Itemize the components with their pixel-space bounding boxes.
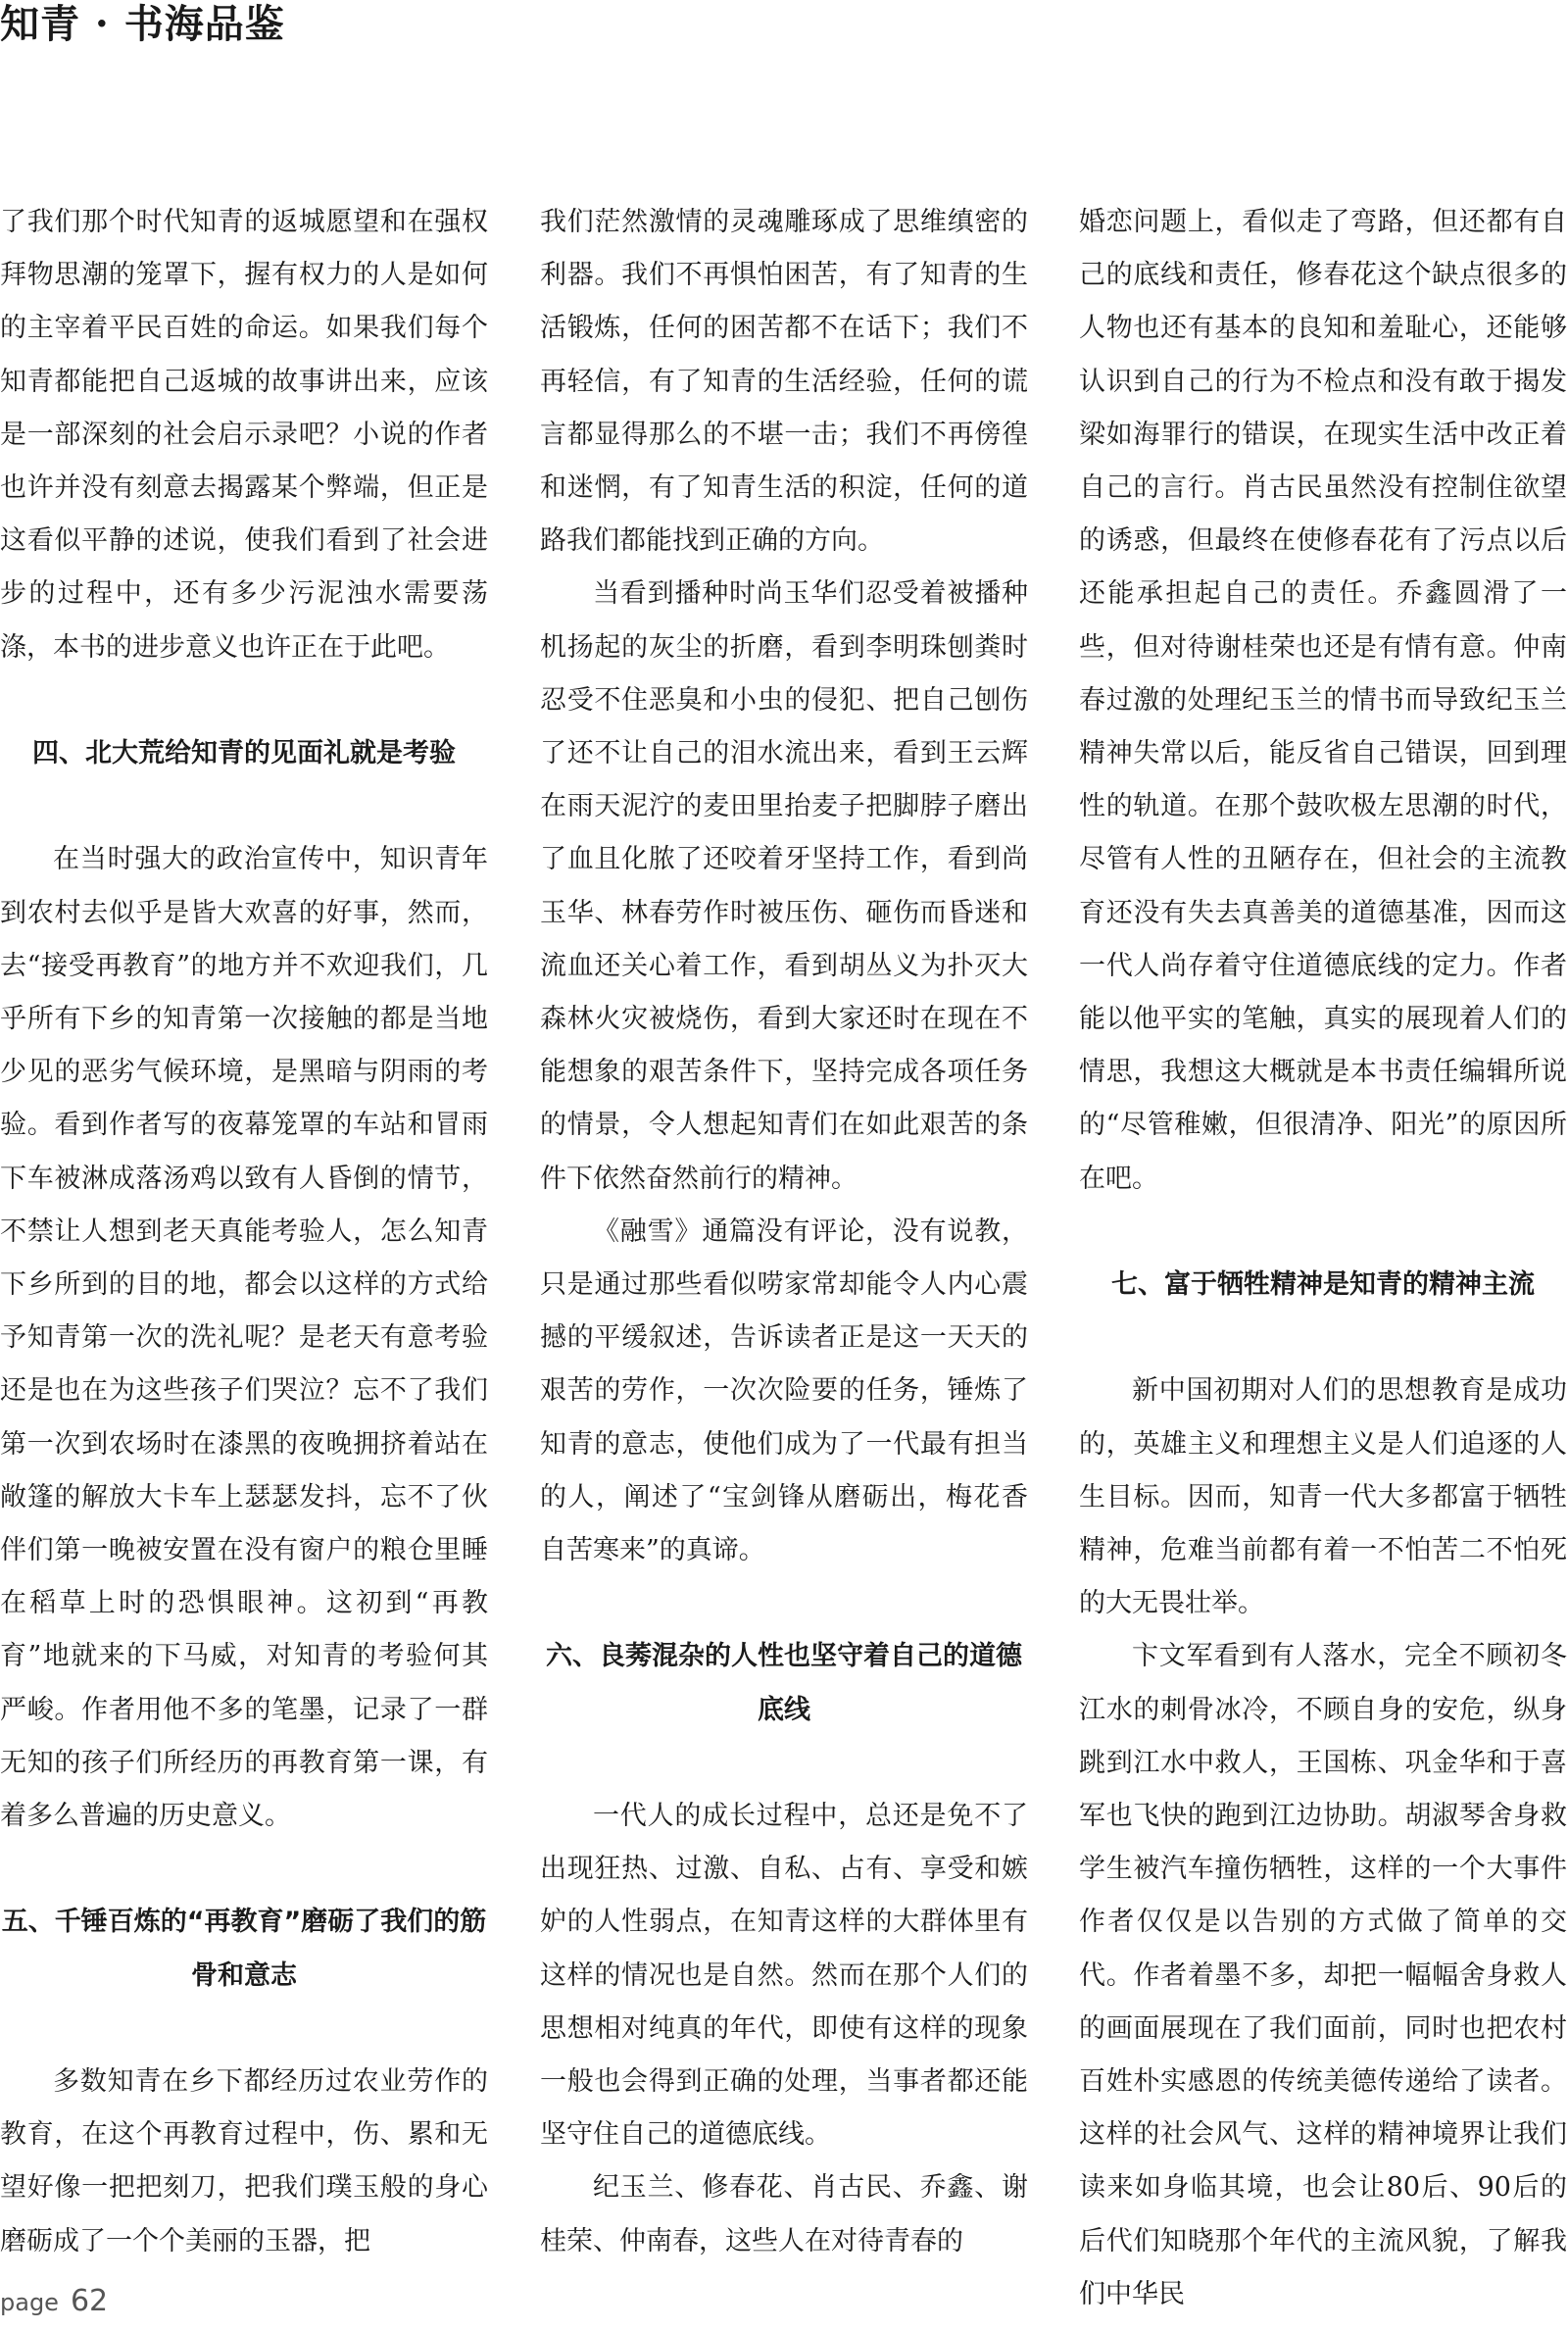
page-number: 62 xyxy=(70,2284,109,2318)
paragraph: 我们茫然激情的灵魂雕琢成了思维缜密的利器。我们不再惧怕困苦，有了知青的生活锻炼，任何的困苦都不在话下；我们不再轻信，有了知青的生活经验，任何的谎言都显得那么的不堪一击；我们不再傍徨和迷惘，有了知青生活的积淀，任何的道路我们都能找到正确的方向。 xyxy=(540,207,1028,557)
paragraph: 《融雪》通篇没有评论，没有说教，只是通过那些看似唠家常却能令人内心震撼的平缓叙述，告诉读者正是这一天天的艰苦的劳作，一次次险要的任务，锤炼了知青的意志，使他们成为了一代最有担当的人，阐述了“宝剑锋从磨砺出，梅花香自苦寒来”的真谛。 xyxy=(540,1215,1028,1566)
paragraph: 当看到播种时尚玉华们忍受着被播种机扬起的灰尘的折磨，看到李明珠刨粪时忍受不住恶臭和小虫的侵犯、把自己刨伤了还不让自己的泪水流出来，看到王云辉在雨天泥泞的麦田里抬麦子把脚脖子磨出了血且化脓了还咬着牙坚持工作，看到尚玉华、林春劳作时被压伤、砸伤而昏迷和流血还关心着工作，看到胡丛义为扑灭大森林火灾被烧伤，看到大家还时在现在不能想象的艰苦条件下，坚持完成各项任务的情景，令人想起知青们在如此艰苦的条件下依然奋然前行的精神。 xyxy=(540,578,1028,1194)
paragraph: 多数知青在乡下都经历过农业劳作的教育，在这个再教育过程中，伤、累和无望好像一把把刻刀，把我们璞玉般的身心磨砺成了一个个美丽的玉器，把 xyxy=(0,2066,488,2257)
paragraph: 了我们那个时代知青的返城愿望和在强权拜物思潮的笼罩下，握有权力的人是如何的主宰着平民百姓的命运。如果我们每个知青都能把自己返城的故事讲出来，应该是一部深刻的社会启示录吧？小说的作者也许并没有刻意去揭露某个弊端，但正是这看似平静的述说，使我们看到了社会进步的过程中，还有多少污泥浊水需要荡涤，本书的进步意义也许正在于此吧。 xyxy=(0,207,488,663)
running-head-title: 知青 · 书海品鉴 xyxy=(0,1,285,47)
section-heading: 七、富于牺牲精神是知青的精神主流 xyxy=(1111,1269,1535,1301)
column-1 xyxy=(0,196,488,2268)
section-heading: 六、良莠混杂的人性也坚守着自己的道德底线 xyxy=(546,1641,1022,1725)
column-2 xyxy=(540,196,1028,2268)
page-footer xyxy=(0,2284,108,2318)
paragraph: 纪玉兰、修春花、肖古民、乔鑫、谢桂荣、仲南春，这些人在对待青春的 xyxy=(540,2172,1028,2257)
paragraph: 卞文军看到有人落水，完全不顾初冬江水的刺骨冰冷，不顾自身的安危，纵身跳到江水中救人，王国栋、巩金华和于喜军也飞快的跑到江边协助。胡淑琴舍身救学生被汽车撞伤牺牲，这样的一个大事件作者仅仅是以告别的方式做了简单的交代。作者着墨不多，却把一幅幅舍身救人的画面展现在了我们面前，同时也把农村百姓朴实感恩的传统美德传递给了读者。这样的社会风气、这样的精神境界让我们读来如身临其境，也会让80后、90后的后代们知晓那个年代的主流风貌，了解我们中华民 xyxy=(1079,1641,1567,2309)
paragraph: 婚恋问题上，看似走了弯路，但还都有自己的底线和责任，修春花这个缺点很多的人物也还有基本的良知和羞耻心，还能够认识到自己的行为不检点和没有敢于揭发梁如海罪行的错误，在现实生活中改正着自己的言行。肖古民虽然没有控制住欲望的诱惑，但最终在使修春花有了污点以后还能承担起自己的责任。乔鑫圆滑了一些，但对待谢桂荣也还是有情有意。仲南春过激的处理纪玉兰的情书而导致纪玉兰精神失常以后，能反省自己错误，回到理性的轨道。在那个鼓吹极左思潮的时代，尽管有人性的丑陋存在，但社会的主流教育还没有失去真善美的道德基准，因而这一代人尚存着守住道德底线的定力。作者能以他平实的笔触，真实的展现着人们的情思，我想这大概就是本书责任编辑所说的“尽管稚嫩，但很清净、阳光”的原因所在吧。 xyxy=(1079,207,1567,1194)
section-heading: 四、北大荒给知青的见面礼就是考验 xyxy=(32,738,456,769)
paragraph: 新中国初期对人们的思想教育是成功的，英雄主义和理想主义是人们追逐的人生目标。因而，知青一代大多都富于牺牲精神，危难当前都有着一不怕苦二不怕死的大无畏壮举。 xyxy=(1079,1375,1567,1619)
column-3 xyxy=(1079,196,1567,2321)
paragraph: 一代人的成长过程中，总还是免不了出现狂热、过激、自私、占有、享受和嫉妒的人性弱点，在知青这样的大群体里有这样的情况也是自然。然而在那个人们的思想相对纯真的年代，即使有这样的现象一般也会得到正确的处理，当事者都还能坚守住自己的道德底线。 xyxy=(540,1801,1028,2151)
section-heading: 五、千锤百炼的“再教育”磨砺了我们的筋骨和意志 xyxy=(1,1907,487,1991)
page-header xyxy=(0,0,285,55)
paragraph: 在当时强大的政治宣传中，知识青年到农村去似乎是皆大欢喜的好事，然而，去“接受再教育”的地方并不欢迎我们，几乎所有下乡的知青第一次接触的都是当地少见的恶劣气候环境，是黑暗与阴雨的考验。看到作者写的夜幕笼罩的车站和冒雨下车被淋成落汤鸡以致有人昏倒的情节，不禁让人想到老天真能考验人，怎么知青下乡所到的目的地，都会以这样的方式给予知青第一次的洗礼呢？是老天有意考验还是也在为这些孩子们哭泣？忘不了我们第一次到农场时在漆黑的夜晚拥挤着站在敞篷的解放大卡车上瑟瑟发抖，忘不了伙伴们第一晚被安置在没有窗户的粮仓里睡在稻草上时的恐惧眼神。这初到“再教育”地就来的下马威，对知青的考验何其严峻。作者用他不多的笔墨，记录了一群无知的孩子们所经历的再教育第一课，有着多么普遍的历史意义。 xyxy=(0,844,488,1832)
page-label: page xyxy=(0,2289,59,2316)
